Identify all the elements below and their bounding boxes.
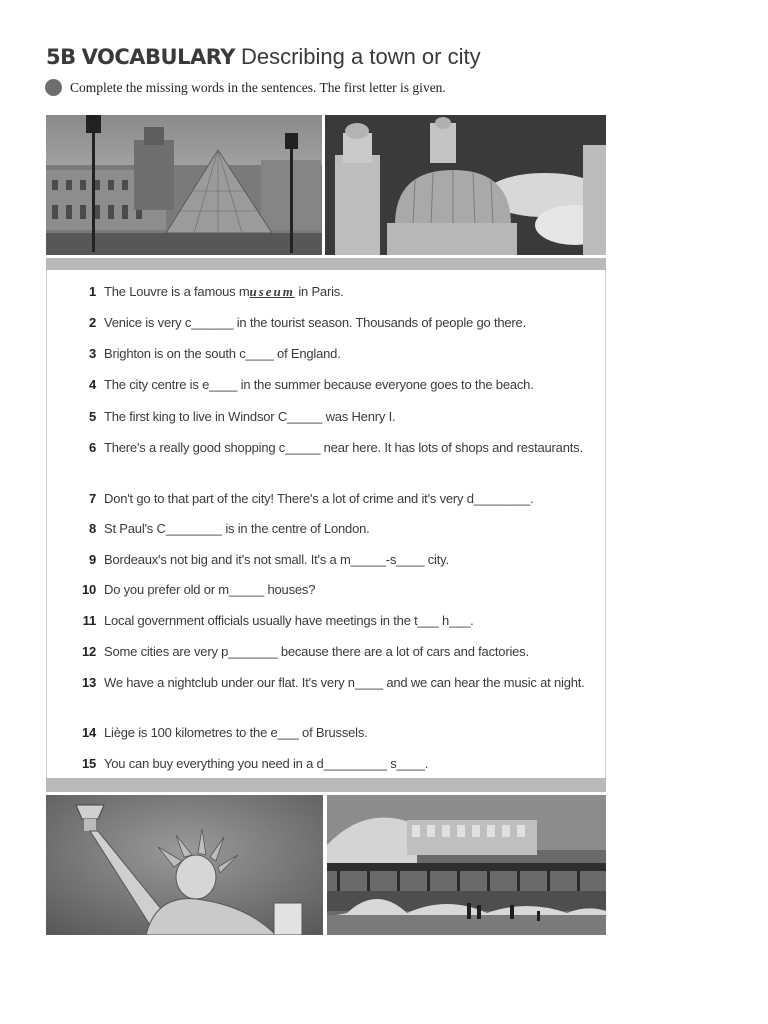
louvre-photo (46, 115, 322, 255)
question-text: Brighton is on the south c____ of England. (104, 346, 341, 361)
question-number: 1 (88, 284, 96, 299)
question-15 (66, 754, 586, 773)
question-9 (66, 550, 586, 569)
question-text: Do you prefer old or m_____ houses? (104, 582, 316, 597)
bottom-divider-band (46, 778, 606, 792)
question-number: 15 (81, 756, 96, 771)
question-number: 5 (88, 409, 96, 424)
question-text: Local government officials usually have meetings in the t___ h___. (104, 613, 474, 628)
question-4 (66, 375, 586, 394)
top-divider-band (46, 258, 606, 270)
question-12 (66, 642, 586, 661)
question-text: Liège is 100 kilometres to the e___ of Brussels. (104, 725, 368, 740)
question-10 (66, 580, 586, 599)
question-6 (66, 438, 586, 457)
question-number: 7 (88, 491, 96, 506)
question-number: 13 (81, 675, 96, 690)
question-text: Bordeaux's not big and it's not small. It's a m_____-s____ city. (104, 552, 449, 567)
section-subtitle: Describing a town or city (240, 44, 481, 69)
question-number: 6 (88, 440, 96, 455)
question-14 (66, 723, 586, 742)
page-title (46, 44, 481, 70)
statue-of-liberty-photo (46, 795, 323, 935)
question-11 (66, 611, 586, 630)
question-text: Venice is very c______ in the tourist season. Thousands of people go there. (104, 315, 526, 330)
question-number: 4 (88, 377, 96, 392)
question-number: 9 (88, 552, 96, 567)
question-13 (66, 673, 586, 692)
question-number: 2 (88, 315, 96, 330)
instruction-text: Complete the missing words in the sentences. The first letter is given. (70, 79, 446, 95)
question-number: 11 (82, 613, 96, 628)
question-number: 10 (81, 582, 96, 597)
section-label: VOCABULARY (81, 45, 235, 69)
question-text: The first king to live in Windsor C_____ was Henry I. (104, 409, 396, 424)
question-3 (66, 344, 586, 363)
section-code: 5B (46, 45, 76, 69)
question-number: 14 (81, 725, 96, 740)
question-number: 8 (88, 521, 96, 536)
st-pauls-photo (325, 115, 606, 255)
question-text: The city centre is e____ in the summer because everyone goes to the beach. (104, 377, 534, 392)
question-text: St Paul's C________ is in the centre of London. (104, 521, 370, 536)
question-text (104, 282, 586, 301)
question-number: 12 (81, 644, 96, 659)
example-answer: useum (249, 284, 295, 299)
question-7 (66, 489, 586, 508)
question-5 (66, 407, 586, 426)
question-text: We have a nightclub under our flat. It's very n____ and we can hear the music at night. (104, 675, 585, 690)
question-text: You can buy everything you need in a d_________ s____. (104, 756, 429, 771)
question-text: Some cities are very p_______ because there are a lot of cars and factories. (104, 644, 529, 659)
question-2 (66, 313, 586, 332)
brighton-pier-photo (327, 795, 606, 935)
question-text: Don't go to that part of the city! There's a lot of crime and it's very d________. (104, 491, 534, 506)
question-text-after: in Paris. (294, 284, 344, 299)
question-number: 3 (88, 346, 96, 361)
instruction-row (45, 79, 446, 96)
bullet-circle-icon (45, 79, 62, 96)
question-text-before: The Louvre is a famous m (104, 284, 250, 299)
question-1 (66, 282, 586, 301)
question-8 (66, 519, 586, 538)
question-text: There's a really good shopping c_____ near here. It has lots of shops and restaurants. (104, 440, 583, 455)
